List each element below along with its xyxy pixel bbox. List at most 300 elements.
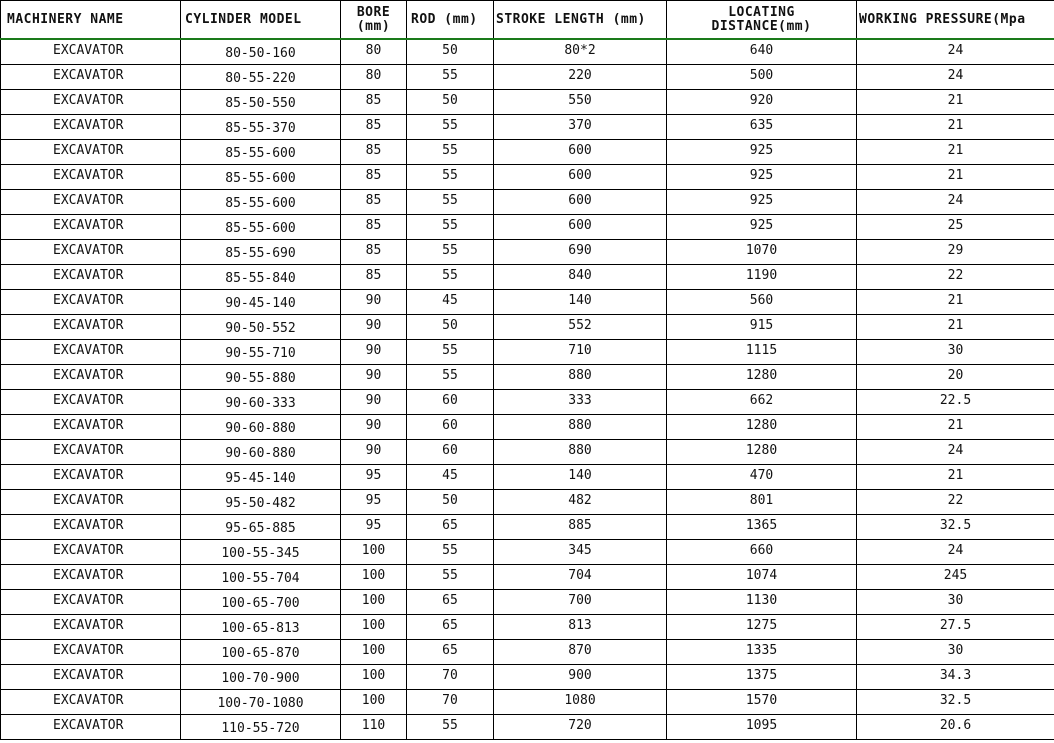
rod-cell bbox=[407, 390, 494, 415]
bore-cell-text: 90 bbox=[365, 343, 382, 358]
cylinder-model-cell bbox=[181, 690, 341, 715]
machinery-name-cell-text: EXCAVATOR bbox=[53, 593, 124, 608]
table-row bbox=[1, 140, 1054, 165]
cylinder-model-cell bbox=[181, 540, 341, 565]
working-pressure-cell bbox=[857, 140, 1054, 165]
machinery-name-cell-text: EXCAVATOR bbox=[53, 518, 124, 533]
stroke-length-cell bbox=[494, 215, 667, 240]
bore-cell-text: 110 bbox=[361, 718, 386, 733]
rod-cell bbox=[407, 315, 494, 340]
working-pressure-cell-text: 20 bbox=[947, 368, 964, 383]
bore-cell bbox=[341, 465, 407, 490]
working-pressure-cell-text: 24 bbox=[947, 443, 964, 458]
cylinder-model-cell bbox=[181, 90, 341, 115]
locating-distance-cell bbox=[667, 490, 857, 515]
cylinder-model-cell-text: 85-55-600 bbox=[225, 221, 296, 236]
table-row bbox=[1, 115, 1054, 140]
bore-cell bbox=[341, 265, 407, 290]
locating-distance-cell-text: 635 bbox=[749, 118, 774, 133]
cylinder-model-cell-text: 90-55-710 bbox=[225, 346, 296, 361]
rod-cell-text: 55 bbox=[442, 343, 458, 358]
rod-cell-text: 45 bbox=[442, 293, 458, 308]
locating-distance-cell-text: 1375 bbox=[745, 668, 778, 683]
table-row bbox=[1, 240, 1054, 265]
table-row bbox=[1, 690, 1054, 715]
bore-cell bbox=[341, 515, 407, 540]
locating-distance-cell-text: 915 bbox=[749, 318, 774, 333]
header-working-pressure: WORKING PRESSURE(Mpa bbox=[857, 1, 1054, 40]
working-pressure-cell bbox=[857, 715, 1054, 740]
working-pressure-cell-text: 21 bbox=[947, 468, 964, 483]
cylinder-model-cell-text: 90-55-880 bbox=[225, 371, 296, 386]
stroke-length-cell bbox=[494, 590, 667, 615]
header-rod: ROD (mm) bbox=[407, 1, 494, 40]
cylinder-model-cell bbox=[181, 665, 341, 690]
rod-cell-text: 50 bbox=[442, 318, 458, 333]
bore-cell-text: 100 bbox=[361, 643, 386, 658]
working-pressure-cell bbox=[857, 565, 1054, 590]
working-pressure-cell bbox=[857, 290, 1054, 315]
rod-cell-text: 55 bbox=[442, 543, 458, 558]
stroke-length-cell-text: 600 bbox=[568, 218, 592, 233]
rod-cell bbox=[407, 290, 494, 315]
stroke-length-cell-text: 333 bbox=[568, 393, 592, 408]
machinery-name-cell bbox=[1, 190, 181, 215]
stroke-length-cell-text: 720 bbox=[568, 718, 592, 733]
table-row bbox=[1, 315, 1054, 340]
bore-cell bbox=[341, 65, 407, 90]
bore-cell bbox=[341, 340, 407, 365]
bore-cell-text: 90 bbox=[365, 368, 382, 383]
bore-cell bbox=[341, 140, 407, 165]
stroke-length-cell-text: 345 bbox=[568, 543, 592, 558]
bore-cell bbox=[341, 615, 407, 640]
table-header bbox=[1, 1, 1054, 40]
locating-distance-cell-text: 662 bbox=[749, 393, 774, 408]
table-row bbox=[1, 415, 1054, 440]
locating-distance-cell-text: 500 bbox=[749, 68, 774, 83]
working-pressure-cell-text: 32.5 bbox=[939, 693, 972, 708]
cylinder-model-cell bbox=[181, 315, 341, 340]
stroke-length-cell bbox=[494, 415, 667, 440]
machinery-name-cell bbox=[1, 290, 181, 315]
table-row bbox=[1, 565, 1054, 590]
cylinder-model-cell-text: 100-65-870 bbox=[221, 646, 300, 661]
stroke-length-cell bbox=[494, 115, 667, 140]
working-pressure-cell-text: 24 bbox=[947, 543, 964, 558]
locating-distance-cell bbox=[667, 265, 857, 290]
locating-distance-cell-text: 1095 bbox=[745, 718, 778, 733]
cylinder-model-cell bbox=[181, 615, 341, 640]
bore-cell-text: 90 bbox=[365, 418, 382, 433]
working-pressure-cell-text: 22 bbox=[947, 493, 964, 508]
table-row bbox=[1, 640, 1054, 665]
rod-cell-text: 55 bbox=[442, 168, 458, 183]
stroke-length-cell bbox=[494, 715, 667, 740]
stroke-length-cell-text: 482 bbox=[568, 493, 592, 508]
stroke-length-cell bbox=[494, 265, 667, 290]
bore-cell bbox=[341, 390, 407, 415]
working-pressure-cell-text: 27.5 bbox=[939, 618, 972, 633]
stroke-length-cell bbox=[494, 690, 667, 715]
machinery-name-cell bbox=[1, 515, 181, 540]
locating-distance-cell-text: 1280 bbox=[745, 443, 778, 458]
working-pressure-cell-text: 22.5 bbox=[939, 393, 972, 408]
cylinder-model-cell bbox=[181, 140, 341, 165]
rod-cell-text: 50 bbox=[442, 493, 458, 508]
stroke-length-cell bbox=[494, 365, 667, 390]
rod-cell bbox=[407, 715, 494, 740]
bore-cell bbox=[341, 90, 407, 115]
header-bore: BORE (mm) bbox=[341, 1, 407, 40]
bore-cell bbox=[341, 440, 407, 465]
bore-cell-text: 85 bbox=[365, 118, 382, 133]
machinery-name-cell-text: EXCAVATOR bbox=[53, 43, 124, 58]
cylinder-model-cell-text: 95-65-885 bbox=[225, 521, 296, 536]
header-stroke-length: STROKE LENGTH (mm) bbox=[494, 1, 667, 40]
bore-cell-text: 90 bbox=[365, 393, 382, 408]
working-pressure-cell bbox=[857, 340, 1054, 365]
cylinder-model-cell-text: 80-50-160 bbox=[225, 46, 296, 61]
cylinder-model-cell-text: 100-55-345 bbox=[221, 546, 300, 561]
machinery-name-cell-text: EXCAVATOR bbox=[53, 243, 124, 258]
rod-cell-text: 55 bbox=[442, 718, 458, 733]
bore-cell bbox=[341, 715, 407, 740]
working-pressure-cell bbox=[857, 315, 1054, 340]
machinery-name-cell bbox=[1, 440, 181, 465]
cylinder-model-cell bbox=[181, 490, 341, 515]
cylinder-model-cell bbox=[181, 340, 341, 365]
working-pressure-cell bbox=[857, 215, 1054, 240]
table-row bbox=[1, 715, 1054, 740]
machinery-name-cell bbox=[1, 390, 181, 415]
locating-distance-cell-text: 1280 bbox=[745, 368, 778, 383]
machinery-name-cell bbox=[1, 590, 181, 615]
rod-cell bbox=[407, 490, 494, 515]
stroke-length-cell-text: 700 bbox=[568, 593, 592, 608]
rod-cell bbox=[407, 440, 494, 465]
bore-cell-text: 90 bbox=[365, 293, 382, 308]
bore-cell bbox=[341, 365, 407, 390]
cylinder-model-cell bbox=[181, 465, 341, 490]
stroke-length-cell bbox=[494, 515, 667, 540]
stroke-length-cell-text: 880 bbox=[568, 443, 592, 458]
machinery-name-cell bbox=[1, 265, 181, 290]
working-pressure-cell-text: 21 bbox=[947, 318, 964, 333]
rod-cell-text: 65 bbox=[442, 593, 458, 608]
stroke-length-cell bbox=[494, 165, 667, 190]
locating-distance-cell bbox=[667, 240, 857, 265]
bore-cell-text: 100 bbox=[361, 568, 386, 583]
working-pressure-cell bbox=[857, 540, 1054, 565]
rod-cell bbox=[407, 265, 494, 290]
cylinder-model-cell bbox=[181, 39, 341, 65]
stroke-length-cell bbox=[494, 290, 667, 315]
table-body bbox=[1, 39, 1054, 740]
table-row bbox=[1, 490, 1054, 515]
stroke-length-cell bbox=[494, 140, 667, 165]
working-pressure-cell bbox=[857, 590, 1054, 615]
working-pressure-cell bbox=[857, 115, 1054, 140]
cylinder-model-cell bbox=[181, 390, 341, 415]
table-row bbox=[1, 90, 1054, 115]
working-pressure-cell bbox=[857, 640, 1054, 665]
table-row bbox=[1, 365, 1054, 390]
working-pressure-cell-text: 32.5 bbox=[939, 518, 972, 533]
bore-cell-text: 85 bbox=[365, 168, 382, 183]
locating-distance-cell bbox=[667, 690, 857, 715]
cylinder-model-cell-text: 85-55-600 bbox=[225, 196, 296, 211]
rod-cell bbox=[407, 115, 494, 140]
cylinder-model-cell-text: 100-65-813 bbox=[221, 621, 300, 636]
cylinder-model-cell-text: 90-60-880 bbox=[225, 446, 296, 461]
table-row bbox=[1, 515, 1054, 540]
locating-distance-cell bbox=[667, 440, 857, 465]
rod-cell bbox=[407, 615, 494, 640]
stroke-length-cell-text: 900 bbox=[568, 668, 592, 683]
header-locating-distance: LOCATING DISTANCE(mm) bbox=[667, 1, 857, 40]
locating-distance-cell bbox=[667, 715, 857, 740]
header-machinery-name: MACHINERY NAME bbox=[1, 1, 181, 40]
working-pressure-cell bbox=[857, 415, 1054, 440]
stroke-length-cell-text: 600 bbox=[568, 193, 592, 208]
table-row bbox=[1, 615, 1054, 640]
bore-cell bbox=[341, 640, 407, 665]
rod-cell bbox=[407, 465, 494, 490]
stroke-length-cell-text: 550 bbox=[568, 93, 592, 108]
rod-cell-text: 65 bbox=[442, 518, 458, 533]
cylinder-model-cell bbox=[181, 640, 341, 665]
working-pressure-cell-text: 21 bbox=[947, 118, 964, 133]
rod-cell-text: 65 bbox=[442, 618, 458, 633]
rod-cell-text: 55 bbox=[442, 568, 458, 583]
rod-cell-text: 60 bbox=[442, 393, 458, 408]
table-row bbox=[1, 265, 1054, 290]
working-pressure-cell bbox=[857, 615, 1054, 640]
locating-distance-cell-text: 925 bbox=[749, 143, 774, 158]
stroke-length-cell-text: 880 bbox=[568, 418, 592, 433]
working-pressure-cell-text: 21 bbox=[947, 93, 964, 108]
stroke-length-cell bbox=[494, 565, 667, 590]
cylinder-model-cell bbox=[181, 440, 341, 465]
working-pressure-cell-text: 30 bbox=[947, 343, 964, 358]
working-pressure-cell bbox=[857, 490, 1054, 515]
cylinder-model-cell bbox=[181, 265, 341, 290]
locating-distance-cell bbox=[667, 315, 857, 340]
cylinder-model-cell bbox=[181, 590, 341, 615]
machinery-name-cell bbox=[1, 415, 181, 440]
working-pressure-cell-text: 21 bbox=[947, 143, 964, 158]
bore-cell bbox=[341, 590, 407, 615]
stroke-length-cell bbox=[494, 490, 667, 515]
locating-distance-cell bbox=[667, 665, 857, 690]
rod-cell bbox=[407, 665, 494, 690]
table-row bbox=[1, 165, 1054, 190]
locating-distance-cell bbox=[667, 515, 857, 540]
table-row bbox=[1, 215, 1054, 240]
working-pressure-cell bbox=[857, 90, 1054, 115]
machinery-name-cell-text: EXCAVATOR bbox=[53, 643, 124, 658]
locating-distance-cell-text: 1335 bbox=[745, 643, 778, 658]
machinery-name-cell bbox=[1, 65, 181, 90]
bore-cell-text: 100 bbox=[361, 693, 386, 708]
cylinder-model-cell-text: 90-45-140 bbox=[225, 296, 296, 311]
locating-distance-cell bbox=[667, 215, 857, 240]
bore-cell-text: 95 bbox=[365, 493, 382, 508]
working-pressure-cell-text: 30 bbox=[947, 643, 964, 658]
locating-distance-cell bbox=[667, 90, 857, 115]
working-pressure-cell bbox=[857, 690, 1054, 715]
rod-cell bbox=[407, 340, 494, 365]
stroke-length-cell-text: 813 bbox=[568, 618, 592, 633]
locating-distance-cell bbox=[667, 115, 857, 140]
machinery-name-cell-text: EXCAVATOR bbox=[53, 418, 124, 433]
machinery-name-cell bbox=[1, 715, 181, 740]
cylinder-model-cell bbox=[181, 165, 341, 190]
locating-distance-cell-text: 1275 bbox=[745, 618, 778, 633]
locating-distance-cell-text: 560 bbox=[749, 293, 774, 308]
machinery-name-cell bbox=[1, 565, 181, 590]
bore-cell-text: 85 bbox=[365, 93, 382, 108]
bore-cell-text: 80 bbox=[365, 43, 382, 58]
stroke-length-cell bbox=[494, 390, 667, 415]
bore-cell-text: 95 bbox=[365, 468, 382, 483]
machinery-name-cell-text: EXCAVATOR bbox=[53, 218, 124, 233]
table-row bbox=[1, 440, 1054, 465]
locating-distance-cell-text: 1190 bbox=[745, 268, 778, 283]
locating-distance-cell-text: 801 bbox=[749, 493, 774, 508]
working-pressure-cell bbox=[857, 240, 1054, 265]
machinery-name-cell-text: EXCAVATOR bbox=[53, 268, 124, 283]
rod-cell bbox=[407, 690, 494, 715]
cylinder-model-cell bbox=[181, 215, 341, 240]
machinery-name-cell-text: EXCAVATOR bbox=[53, 468, 124, 483]
locating-distance-cell bbox=[667, 540, 857, 565]
working-pressure-cell bbox=[857, 390, 1054, 415]
cylinder-model-cell-text: 85-55-600 bbox=[225, 171, 296, 186]
bore-cell bbox=[341, 490, 407, 515]
stroke-length-cell bbox=[494, 39, 667, 65]
machinery-name-cell-text: EXCAVATOR bbox=[53, 68, 124, 83]
cylinder-model-cell bbox=[181, 715, 341, 740]
locating-distance-cell-text: 640 bbox=[749, 43, 774, 58]
machinery-name-cell-text: EXCAVATOR bbox=[53, 368, 124, 383]
bore-cell-text: 85 bbox=[365, 218, 382, 233]
stroke-length-cell-text: 552 bbox=[568, 318, 592, 333]
cylinder-model-cell bbox=[181, 65, 341, 90]
bore-cell-text: 90 bbox=[365, 443, 382, 458]
working-pressure-cell bbox=[857, 440, 1054, 465]
stroke-length-cell-text: 370 bbox=[568, 118, 592, 133]
rod-cell bbox=[407, 190, 494, 215]
machinery-name-cell bbox=[1, 690, 181, 715]
bore-cell-text: 85 bbox=[365, 268, 382, 283]
machinery-name-cell bbox=[1, 90, 181, 115]
bore-cell bbox=[341, 540, 407, 565]
working-pressure-cell bbox=[857, 515, 1054, 540]
working-pressure-cell-text: 29 bbox=[947, 243, 964, 258]
machinery-name-cell bbox=[1, 465, 181, 490]
stroke-length-cell bbox=[494, 440, 667, 465]
stroke-length-cell-text: 870 bbox=[568, 643, 592, 658]
cylinder-model-cell bbox=[181, 115, 341, 140]
table-row bbox=[1, 540, 1054, 565]
header-row bbox=[1, 1, 1054, 40]
rod-cell-text: 55 bbox=[442, 243, 458, 258]
working-pressure-cell bbox=[857, 265, 1054, 290]
cylinder-model-cell-text: 110-55-720 bbox=[221, 721, 300, 736]
machinery-name-cell bbox=[1, 140, 181, 165]
working-pressure-cell bbox=[857, 39, 1054, 65]
rod-cell-text: 70 bbox=[442, 693, 458, 708]
locating-distance-cell-text: 1365 bbox=[745, 518, 778, 533]
cylinder-model-cell-text: 90-60-333 bbox=[225, 396, 296, 411]
locating-distance-cell-text: 920 bbox=[749, 93, 774, 108]
cylinder-model-cell bbox=[181, 565, 341, 590]
cylinder-model-cell-text: 80-55-220 bbox=[225, 71, 296, 86]
table-row bbox=[1, 590, 1054, 615]
stroke-length-cell-text: 690 bbox=[568, 243, 592, 258]
rod-cell-text: 55 bbox=[442, 193, 458, 208]
bore-cell bbox=[341, 115, 407, 140]
locating-distance-cell-text: 660 bbox=[749, 543, 774, 558]
working-pressure-cell-text: 245 bbox=[943, 568, 968, 583]
working-pressure-cell bbox=[857, 190, 1054, 215]
rod-cell-text: 55 bbox=[442, 368, 458, 383]
locating-distance-cell bbox=[667, 565, 857, 590]
machinery-name-cell bbox=[1, 365, 181, 390]
machinery-name-cell bbox=[1, 39, 181, 65]
bore-cell-text: 85 bbox=[365, 243, 382, 258]
machinery-name-cell-text: EXCAVATOR bbox=[53, 618, 124, 633]
rod-cell bbox=[407, 590, 494, 615]
working-pressure-cell bbox=[857, 165, 1054, 190]
rod-cell bbox=[407, 240, 494, 265]
rod-cell bbox=[407, 515, 494, 540]
bore-cell bbox=[341, 165, 407, 190]
machinery-name-cell bbox=[1, 215, 181, 240]
locating-distance-cell-text: 1280 bbox=[745, 418, 778, 433]
stroke-length-cell-text: 140 bbox=[568, 293, 592, 308]
rod-cell-text: 55 bbox=[442, 118, 458, 133]
locating-distance-cell-text: 1570 bbox=[745, 693, 778, 708]
machinery-name-cell-text: EXCAVATOR bbox=[53, 543, 124, 558]
cylinder-model-cell-text: 100-70-900 bbox=[221, 671, 300, 686]
machinery-name-cell bbox=[1, 665, 181, 690]
cylinder-model-cell bbox=[181, 415, 341, 440]
rod-cell bbox=[407, 39, 494, 65]
working-pressure-cell bbox=[857, 465, 1054, 490]
cylinder-model-cell-text: 90-50-552 bbox=[225, 321, 296, 336]
cylinder-model-cell-text: 90-60-880 bbox=[225, 421, 296, 436]
stroke-length-cell-text: 710 bbox=[568, 343, 592, 358]
rod-cell-text: 55 bbox=[442, 218, 458, 233]
locating-distance-cell bbox=[667, 390, 857, 415]
locating-distance-cell-text: 925 bbox=[749, 193, 774, 208]
stroke-length-cell bbox=[494, 90, 667, 115]
machinery-name-cell-text: EXCAVATOR bbox=[53, 568, 124, 583]
bore-cell bbox=[341, 665, 407, 690]
stroke-length-cell bbox=[494, 65, 667, 90]
cylinder-model-cell-text: 85-55-370 bbox=[225, 121, 296, 136]
rod-cell bbox=[407, 415, 494, 440]
stroke-length-cell-text: 1080 bbox=[564, 693, 596, 708]
working-pressure-cell-text: 34.3 bbox=[939, 668, 972, 683]
machinery-name-cell-text: EXCAVATOR bbox=[53, 343, 124, 358]
machinery-name-cell bbox=[1, 240, 181, 265]
working-pressure-cell-text: 20.6 bbox=[939, 718, 972, 733]
bore-cell-text: 95 bbox=[365, 518, 382, 533]
